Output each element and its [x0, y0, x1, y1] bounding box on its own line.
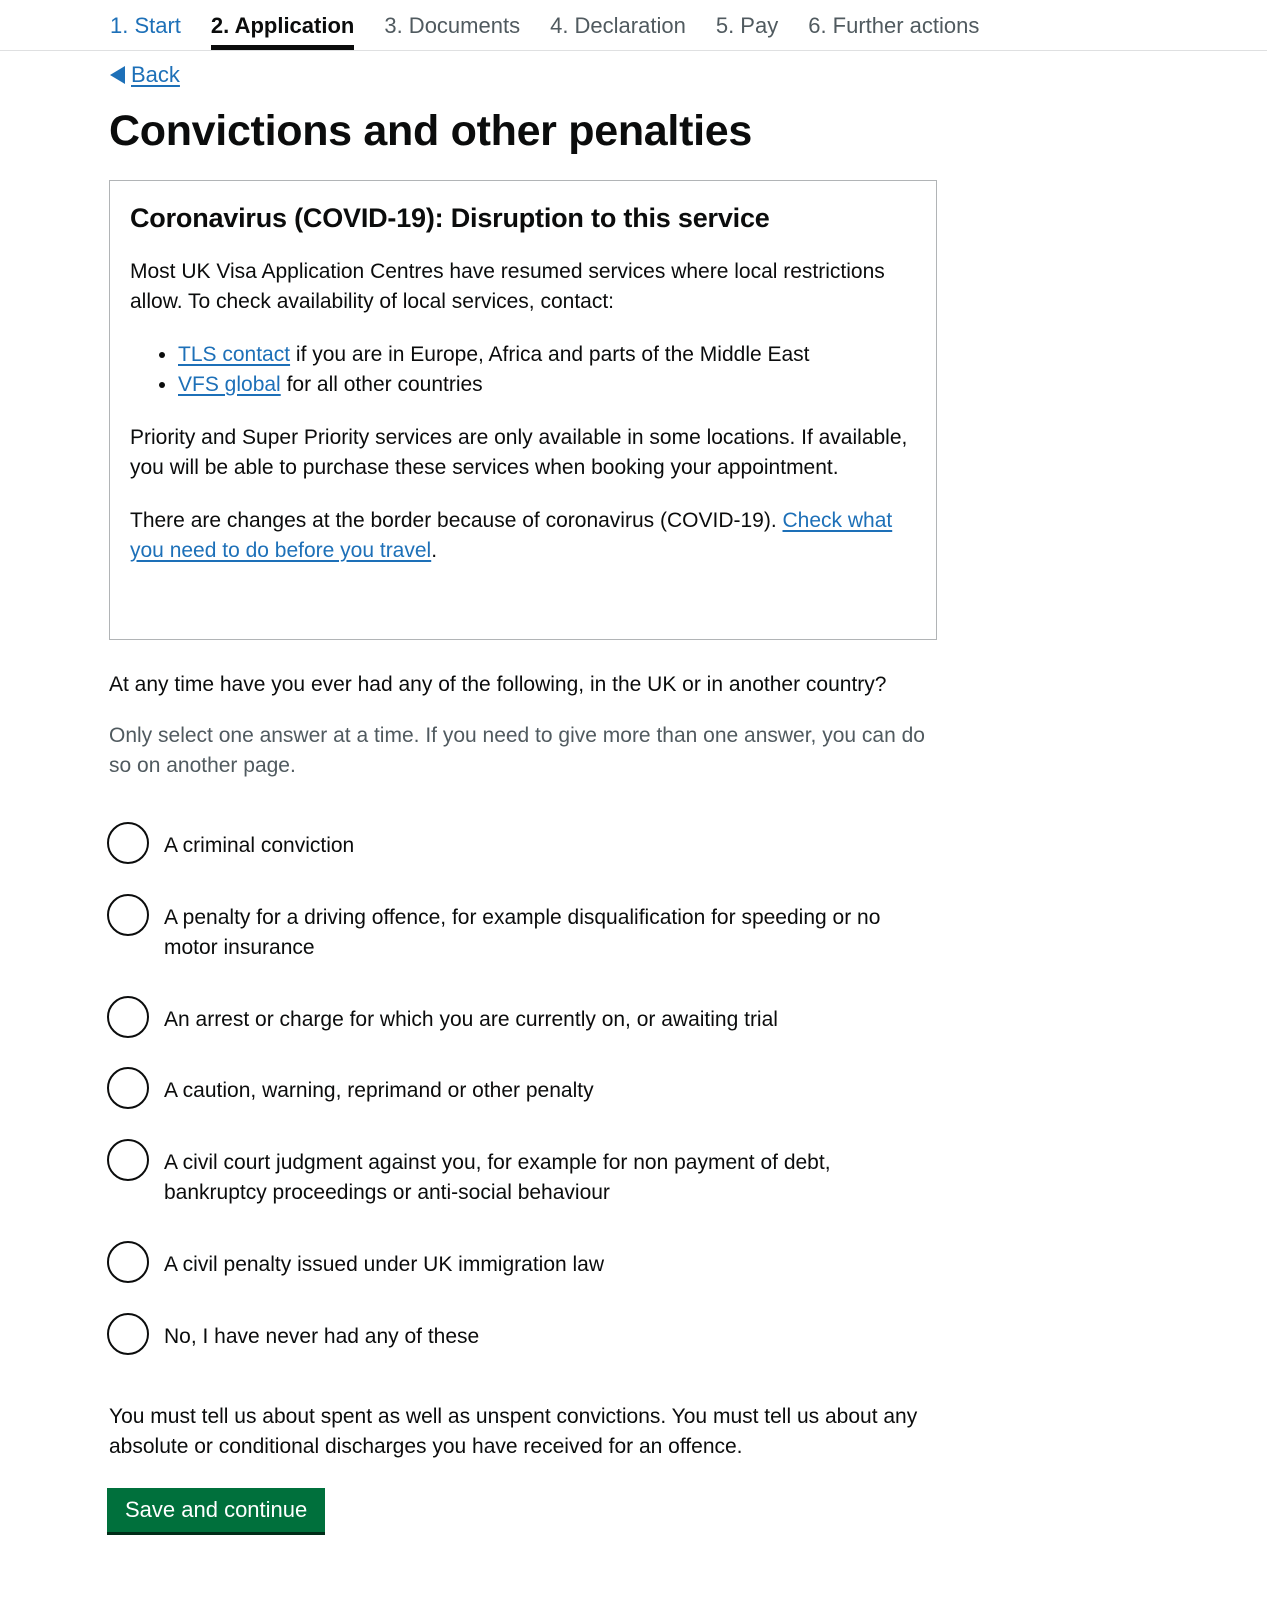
radio-circle[interactable]: [107, 1139, 149, 1181]
radio-circle[interactable]: [107, 822, 149, 864]
question-hint: Only select one answer at a time. If you need to give more than one answer, you can do so on another page.: [109, 724, 925, 777]
back-link-label[interactable]: Back: [131, 62, 180, 87]
radio-arrest-or-charge[interactable]: [107, 996, 904, 1038]
contact-list: [130, 340, 916, 400]
radio-circle[interactable]: [107, 1241, 149, 1283]
check-before-travel-link[interactable]: Check what you need to do before you travel: [130, 509, 893, 562]
back-link[interactable]: [110, 62, 180, 88]
vfs-global-link[interactable]: VFS global: [178, 373, 281, 396]
radio-label[interactable]: A civil penalty issued under UK immigration law: [164, 1253, 605, 1276]
radio-label[interactable]: A criminal conviction: [164, 834, 355, 857]
radio-civil-penalty-immigration[interactable]: [107, 1241, 904, 1283]
contact-item-tls: [178, 340, 916, 370]
notice-priority-text: Priority and Super Priority services are only available in some locations. If available, you will be able to purchase these services when booking your appointment.: [130, 426, 908, 479]
step-pay: 5. Pay: [715, 13, 779, 38]
tls-contact-text: if you are in Europe, Africa and parts of the Middle East: [290, 343, 810, 366]
step-further-actions: 6. Further actions: [808, 13, 980, 38]
back-arrow-icon: [110, 66, 125, 84]
radio-label[interactable]: A caution, warning, reprimand or other penalty: [164, 1079, 594, 1102]
step-navigation-divider: [0, 50, 1267, 51]
radio-circle[interactable]: [107, 894, 149, 936]
page-title: Convictions and other penalties: [109, 107, 752, 155]
radio-circle[interactable]: [107, 1313, 149, 1355]
radio-circle[interactable]: [107, 996, 149, 1038]
contact-item-vfs: [178, 370, 916, 400]
notice-heading: Coronavirus (COVID-19): Disruption to this service: [130, 203, 770, 233]
step-navigation: [110, 0, 1009, 50]
tls-contact-link[interactable]: TLS contact: [178, 343, 291, 366]
notice-border-text: There are changes at the border because of coronavirus (COVID-19).: [130, 509, 783, 532]
spent-convictions-note: You must tell us about spent as well as unspent convictions. You must tell us about any absolute or conditional discharges you have received for an offence.: [109, 1405, 918, 1458]
radio-circle[interactable]: [107, 1067, 149, 1109]
radio-caution-warning[interactable]: [107, 1067, 904, 1109]
radio-criminal-conviction[interactable]: [107, 822, 904, 864]
radio-label[interactable]: A penalty for a driving offence, for example disqualification for speeding or no motor insurance: [164, 906, 881, 959]
step-documents: 3. Documents: [384, 13, 521, 38]
question-legend: At any time have you ever had any of the following, in the UK or in another country?: [109, 673, 887, 696]
notice-border-end: .: [431, 539, 438, 562]
notice-border-paragraph: [130, 506, 916, 566]
radio-label[interactable]: An arrest or charge for which you are currently on, or awaiting trial: [164, 1008, 778, 1031]
radio-label[interactable]: A civil court judgment against you, for example for non payment of debt, bankruptcy proceedings or anti-social behaviour: [164, 1151, 831, 1204]
step-start[interactable]: 1. Start: [110, 13, 181, 38]
step-application: 2. Application: [211, 0, 354, 50]
covid-notice-panel: [109, 180, 937, 640]
radio-label[interactable]: No, I have never had any of these: [164, 1325, 480, 1348]
notice-intro: Most UK Visa Application Centres have resumed services where local restrictions allow. To check availability of local services, contact:: [130, 260, 885, 313]
radio-driving-offence[interactable]: [107, 894, 904, 963]
radio-none-of-these[interactable]: [107, 1313, 904, 1355]
radio-civil-court-judgment[interactable]: [107, 1139, 904, 1208]
vfs-global-text: for all other countries: [280, 373, 483, 396]
step-declaration: 4. Declaration: [550, 13, 686, 38]
save-and-continue-button[interactable]: Save and continue: [107, 1488, 325, 1532]
